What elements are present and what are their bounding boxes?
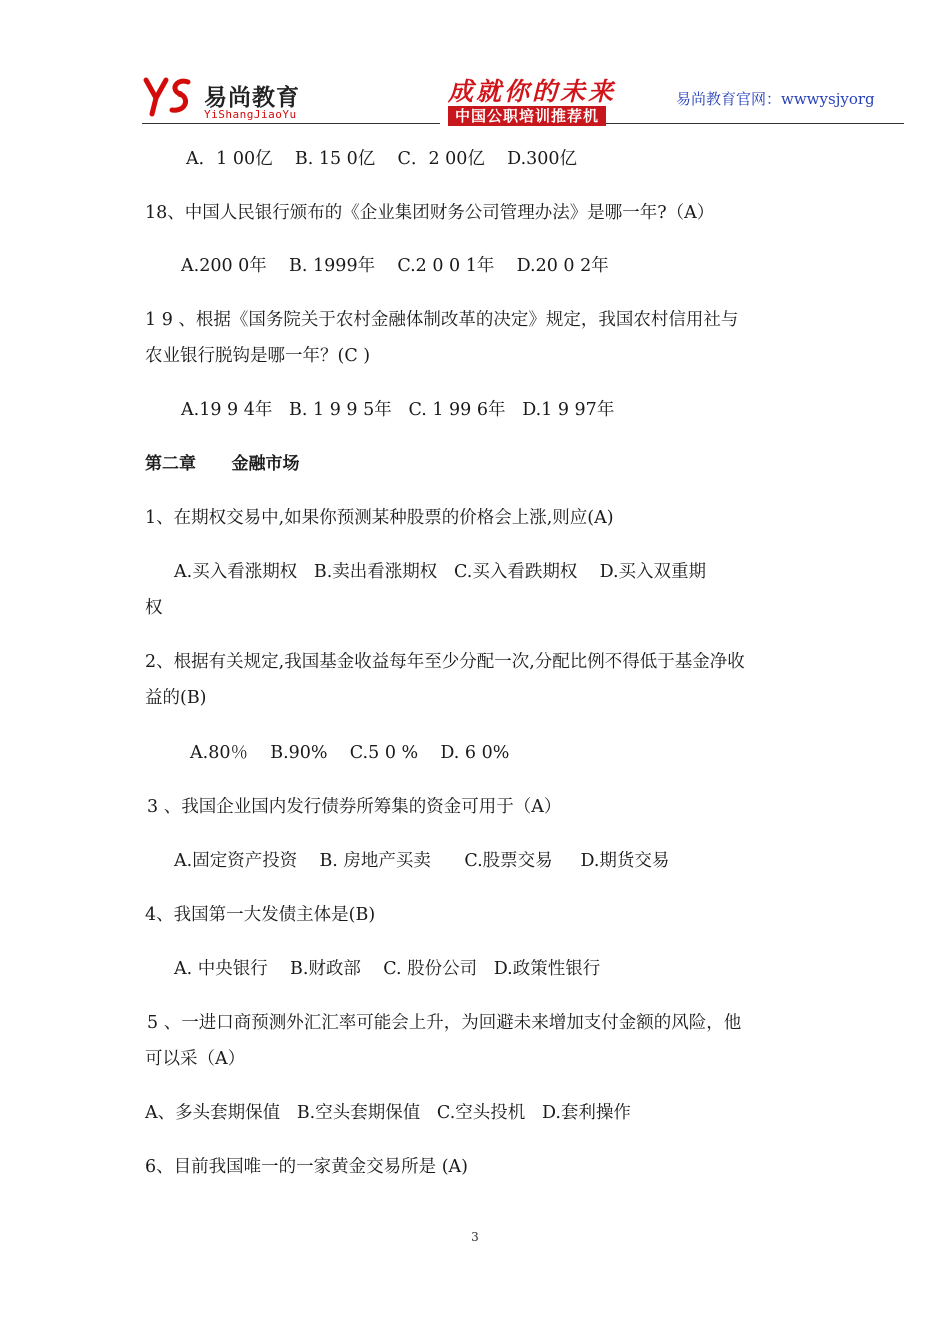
c2-q2-options: A.80％ B.90% C.5 0 % D. 6 0%: [190, 743, 510, 763]
q18-options: A.200 0年 B. 1999年 C.2 0 0 1年 D.20 0 2年: [181, 256, 609, 276]
q19-question-line2: 农业银行脱钩是哪一年？(C ): [145, 346, 371, 366]
q17-options: A．1 00亿 B. 15 0亿 C．2 00亿 D.300亿: [186, 149, 578, 169]
logo-pinyin-name: YiShangJiaoYu: [204, 108, 297, 121]
slogan: 成就你的未来: [448, 77, 617, 106]
ys-logo-icon: [142, 74, 204, 122]
c2-q1-options-line1: A.买入看涨期权 B.卖出看涨期权 C.买入看跌期权 D.买入双重期: [174, 562, 707, 582]
c2-q4-question: 4、我国第一大发债主体是(B): [145, 905, 376, 925]
c2-q3-options: A.固定资产投资 B. 房地产买卖 C.股票交易 D.期货交易: [174, 851, 670, 871]
q19-question-line1: 1 9 、根据《国务院关于农村金融体制改革的决定》规定，我国农村信用社与: [145, 310, 739, 330]
header-rule-left: [142, 123, 440, 124]
page-header: [0, 0, 950, 145]
c2-q3-question: 3 、我国企业国内发行债券所筹集的资金可用于（A）: [147, 797, 562, 817]
header-rule-right: [606, 123, 904, 124]
c2-q1-options-line2: 权: [145, 598, 163, 618]
c2-q2-question-line2: 益的(B): [145, 688, 207, 708]
q18-question: 18、中国人民银行颁布的《企业集团财务公司管理办法》是哪一年?（A）: [145, 203, 715, 223]
c2-q5-options: A、多头套期保值 B.空头套期保值 C.空头投机 D.套利操作: [145, 1103, 631, 1123]
q19-options: A.19 9 4年 B. 1 9 9 5年 C. 1 99 6年 D.1 9 97年: [181, 400, 615, 420]
c2-q6-question: 6、目前我国唯一的一家黄金交易所是 (A): [145, 1157, 468, 1177]
c2-q2-question-line1: 2、根据有关规定,我国基金收益每年至少分配一次,分配比例不得低于基金净收: [145, 652, 745, 672]
page-number: 3: [471, 1230, 479, 1244]
chapter-title: 第二章 金融市场: [145, 454, 300, 474]
c2-q5-question-line2: 可以采（A）: [145, 1049, 246, 1069]
official-site-link[interactable]: 易尚教育官网：wwwysjyorg: [676, 90, 875, 108]
logo-chinese-name: 易尚教育: [204, 85, 300, 111]
c2-q4-options: A. 中央银行 B.财政部 C. 股份公司 D.政策性银行: [174, 959, 601, 979]
c2-q1-question: 1、在期权交易中,如果你预测某种股票的价格会上涨,则应(A): [145, 508, 614, 528]
c2-q5-question-line1: 5 、一进口商预测外汇汇率可能会上升，为回避未来增加支付金额的风险，他: [147, 1013, 742, 1033]
banner: 中国公职培训推荐机构: [448, 106, 606, 126]
